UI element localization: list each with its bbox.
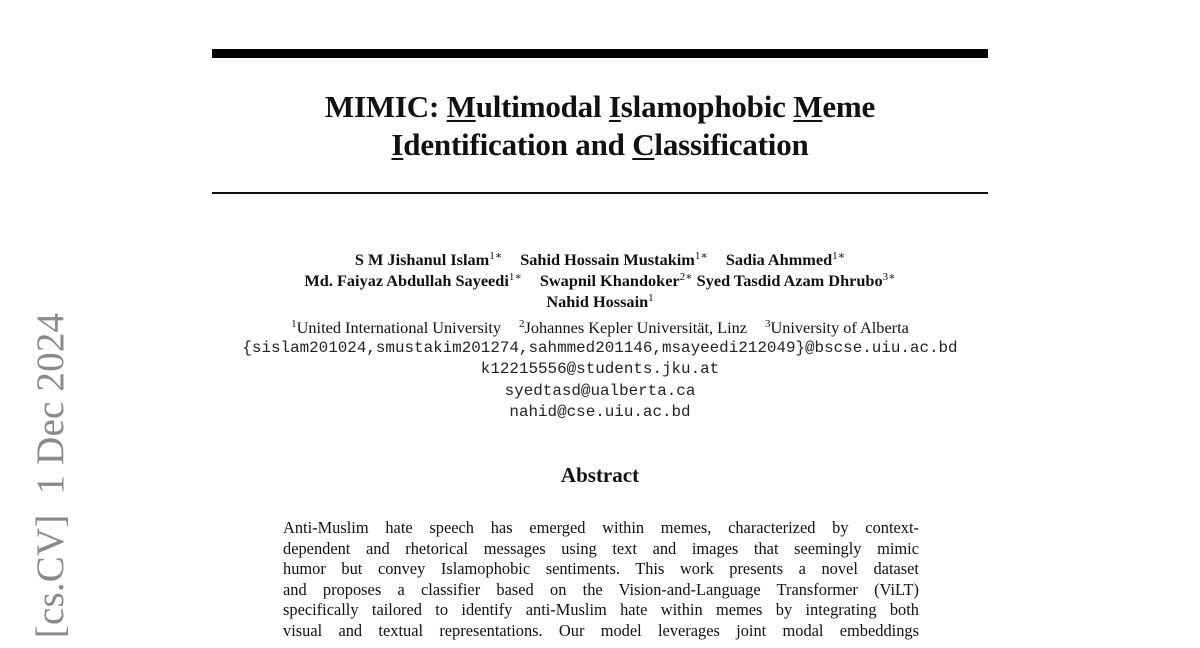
email-line: {sislam201024,smustakim201274,sahmmed201146,msayeedi212049}@bscse.uiu.ac.bd bbox=[242, 339, 958, 357]
author-affiliation-mark: 1 bbox=[648, 292, 654, 304]
abstract-line: Anti-Muslim hate speech has emerged within memes, characterized by context- bbox=[283, 518, 919, 537]
affiliation bbox=[765, 318, 909, 337]
title-segment-underlined: M bbox=[793, 89, 823, 124]
affiliation-list bbox=[200, 317, 1000, 338]
abstract-line: and proposes a classifier based on the Vision-and-Language Transformer (ViLT) bbox=[283, 579, 919, 599]
author-name: Swapnil Khandoker bbox=[539, 271, 680, 290]
title-top-rule bbox=[212, 49, 988, 58]
title-segment: MIMIC: bbox=[324, 89, 447, 124]
title-segment-underlined: M bbox=[446, 89, 476, 124]
author bbox=[355, 250, 502, 269]
affiliation-mark: 3 bbox=[764, 318, 771, 330]
author-affiliation-mark: 2∗ bbox=[679, 271, 693, 283]
title-segment: ultimodal bbox=[475, 89, 609, 124]
abstract-line: dependent and rhetorical messages using text and images that seemingly mimic bbox=[283, 538, 919, 558]
title-line-1 bbox=[325, 89, 875, 124]
paper-title bbox=[212, 88, 988, 164]
email-line: k12215556@students.jku.at bbox=[480, 360, 720, 379]
affiliation bbox=[291, 318, 501, 337]
author-list bbox=[212, 249, 988, 312]
abstract-heading: Abstract bbox=[560, 463, 640, 487]
abstract-line: specifically tailored to identify anti-Muslim hate within memes by integrating both bbox=[283, 600, 919, 620]
affiliation-mark: 2 bbox=[519, 318, 525, 330]
author bbox=[304, 271, 521, 290]
author bbox=[697, 271, 896, 290]
affiliation-mark: 1 bbox=[291, 318, 297, 330]
author-name: S M Jishanul Islam bbox=[354, 250, 490, 269]
abstract-line: visual and textual representations. Our model leverages joint modal embeddings bbox=[283, 620, 919, 640]
author-affiliation-mark: 3∗ bbox=[882, 271, 896, 283]
title-segment: slamophobic bbox=[620, 89, 794, 124]
author bbox=[726, 250, 845, 269]
author-name: Sahid Hossain Mustakim bbox=[520, 250, 695, 269]
author-name: Sadia Ahmmed bbox=[725, 250, 833, 269]
abstract-body bbox=[283, 518, 919, 642]
author bbox=[546, 292, 653, 311]
title-segment-underlined: I bbox=[391, 127, 404, 162]
affiliation-name: Johannes Kepler Universität, Linz bbox=[524, 318, 747, 337]
affiliation-name: United International University bbox=[296, 318, 502, 337]
author-name: Md. Faiyaz Abdullah Sayeedi bbox=[304, 271, 509, 290]
title-line-2 bbox=[391, 127, 808, 162]
title-segment: dentification and bbox=[403, 127, 633, 162]
email-line: syedtasd@ualberta.ca bbox=[504, 381, 696, 400]
email-line: nahid@cse.uiu.ac.bd bbox=[509, 402, 691, 421]
author-name: Syed Tasdid Azam Dhrubo bbox=[696, 271, 883, 290]
author bbox=[520, 250, 708, 269]
title-segment: eme bbox=[822, 89, 876, 124]
arxiv-stamp-text: [cs.CV] 1 Dec 2024 bbox=[29, 312, 73, 638]
affiliation-name: University of Alberta bbox=[770, 318, 909, 337]
email-list bbox=[180, 338, 1020, 423]
title-segment-underlined: I bbox=[608, 89, 621, 124]
author-affiliation-mark: 1∗ bbox=[694, 250, 708, 262]
abstract-line: humor but convey Islamophobic sentiments. This work presents a novel dataset bbox=[283, 559, 919, 579]
arxiv-identifier-stamp bbox=[30, 313, 72, 637]
title-bottom-rule bbox=[212, 192, 988, 194]
title-segment: lassification bbox=[654, 127, 809, 162]
author-affiliation-mark: 1∗ bbox=[508, 271, 522, 283]
author-name: Nahid Hossain bbox=[546, 292, 649, 311]
author-affiliation-mark: 1∗ bbox=[489, 250, 503, 262]
affiliation bbox=[519, 318, 747, 337]
author bbox=[540, 271, 693, 290]
title-segment-underlined: C bbox=[632, 127, 655, 162]
author-affiliation-mark: 1∗ bbox=[832, 250, 846, 262]
